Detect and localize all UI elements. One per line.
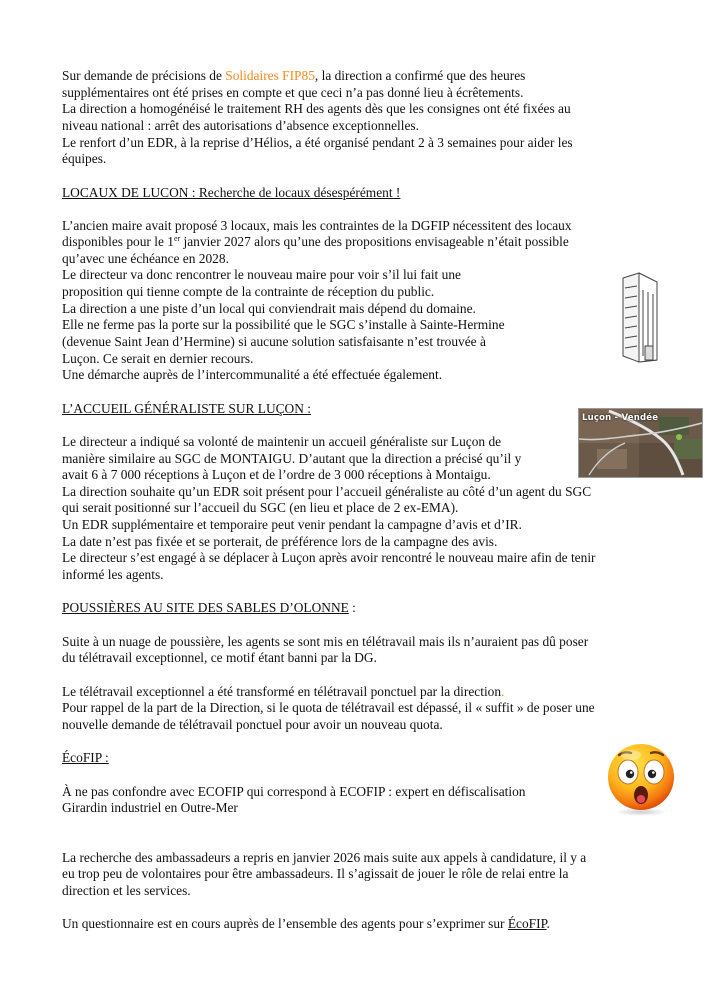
paragraph-line: informé les agents. — [62, 567, 164, 582]
paragraph-line: La direction a homogénéisé le traitement RH des agents dès que les consignes ont été fixées au — [62, 101, 571, 116]
paragraph-line: Un questionnaire est en cours auprès de l’ensemble des agents pour s’exprimer sur ÉcoFIP. — [62, 916, 550, 931]
paragraph-line: équipes. — [62, 151, 107, 166]
paragraph-line: Le directeur a indiqué sa volonté de maintenir un accueil généraliste sur Luçon de — [62, 434, 502, 449]
paragraph-line: Pour rappel de la part de la Direction, si le quota de télétravail est dépassé, il « suffit » de poser une — [62, 700, 595, 715]
section-heading-ecofip: ÉcoFIP : — [62, 750, 109, 765]
paragraph-line: La direction a une piste d’un local qui conviendrait mais dépend du domaine. — [62, 301, 476, 316]
map-label: Luçon - Vendée — [582, 413, 659, 423]
paragraph-line: Sur demande de précisions de Solidaires FIP85, la direction a confirmé que des heures — [62, 68, 526, 83]
paragraph-line: À ne pas confondre avec ECOFIP qui correspond à ECOFIP : expert en défiscalisation — [62, 784, 526, 799]
paragraph-line: Suite à un nuage de poussière, les agents se sont mis en télétravail mais ils n’auraient pas dû poser — [62, 634, 589, 649]
paragraph-line: eu trop peu de volontaires pour être ambassadeurs. Il s’agissait de jouer le rôle de relai entre la — [62, 866, 569, 881]
paragraph-line: qui serait positionné sur l’accueil du SGC (en lieu et place de 2 ex-EMA). — [62, 500, 459, 515]
paragraph-line: nouvelle demande de télétravail ponctuel pour avoir un nouveau quota. — [62, 717, 443, 732]
paragraph-line: Le télétravail exceptionnel a été transformé en télétravail ponctuel par la direction. — [62, 684, 505, 699]
section-heading-locaux: LOCAUX DE LUCON : Recherche de locaux désespérément ! — [62, 185, 401, 200]
section-heading-poussieres: POUSSIÈRES AU SITE DES SABLES D’OLONNE : — [62, 600, 356, 615]
paragraph-line: Le renfort d’un EDR, à la reprise d’Hélios, a été organisé pendant 2 à 3 semaines pour aider les — [62, 135, 573, 150]
paragraph-line: manière similaire au SGC de MONTAIGU. D’autant que la direction a précisé qu’il y — [62, 451, 522, 466]
paragraph-line: Le directeur va donc rencontrer le nouveau maire pour voir s’il lui fait une — [62, 267, 461, 282]
building-icon — [617, 272, 661, 364]
ecofip-link[interactable]: ÉcoFIP — [507, 916, 547, 931]
paragraph-line: La recherche des ambassadeurs a repris en janvier 2026 mais suite aux appels à candidature, il y a — [62, 850, 587, 865]
paragraph-line: Girardin industriel en Outre-Mer — [62, 800, 238, 815]
paragraph-line: (devenue Saint Jean d’Hermine) si aucune solution satisfaisante n’est trouvée à — [62, 334, 486, 349]
paragraph-line: L’ancien maire avait proposé 3 locaux, mais les contraintes de la DGFIP nécessitent des locaux — [62, 218, 572, 233]
paragraph-line: disponibles pour le 1er janvier 2027 alors qu’une des propositions envisageable n’était possible — [62, 234, 569, 249]
paragraph-line: avait 6 à 7 000 réceptions à Luçon et de l’ordre de 3 000 réceptions à Montaigu. — [62, 467, 491, 482]
paragraph-line: Luçon. Ce serait en dernier recours. — [62, 351, 254, 366]
paragraph-line: La direction souhaite qu’un EDR soit présent pour l’accueil généraliste au côté d’un agent du SGC — [62, 484, 592, 499]
paragraph-line: Le directeur s’est engagé à se déplacer à Luçon après avoir rencontré le nouveau maire afin de tenir — [62, 550, 596, 565]
paragraph-line: Une démarche auprès de l’intercommunalité a été effectuée également. — [62, 367, 443, 382]
paragraph-line: du télétravail exceptionnel, ce motif étant banni par la DG. — [62, 650, 377, 665]
section-heading-accueil: L’ACCUEIL GÉNÉRALISTE SUR LUÇON : — [62, 401, 311, 416]
paragraph-line: supplémentaires ont été prises en compte et que ceci n’a pas donné lieu à écrêtements. — [62, 85, 524, 100]
paragraph-line: Elle ne ferme pas la porte sur la possibilité que le SGC s’installe à Sainte-Hermine — [62, 317, 505, 332]
paragraph-line: proposition qui tienne compte de la contrainte de réception du public. — [62, 284, 435, 299]
map-image — [578, 408, 703, 478]
paragraph-line: qu’avec une échéance en 2028. — [62, 251, 229, 266]
paragraph-line: direction et les services. — [62, 883, 191, 898]
paragraph-line: La date n’est pas fixée et se porterait, de préférence lors de la campagne des avis. — [62, 534, 498, 549]
paragraph-line: niveau national : arrêt des autorisations d’absence exceptionnelles. — [62, 118, 419, 133]
surprised-emoji-icon — [603, 741, 679, 817]
solidaires-link[interactable]: Solidaires FIP85 — [225, 68, 315, 83]
paragraph-line: Un EDR supplémentaire et temporaire peut venir pendant la campagne d’avis et d’IR. — [62, 517, 522, 532]
